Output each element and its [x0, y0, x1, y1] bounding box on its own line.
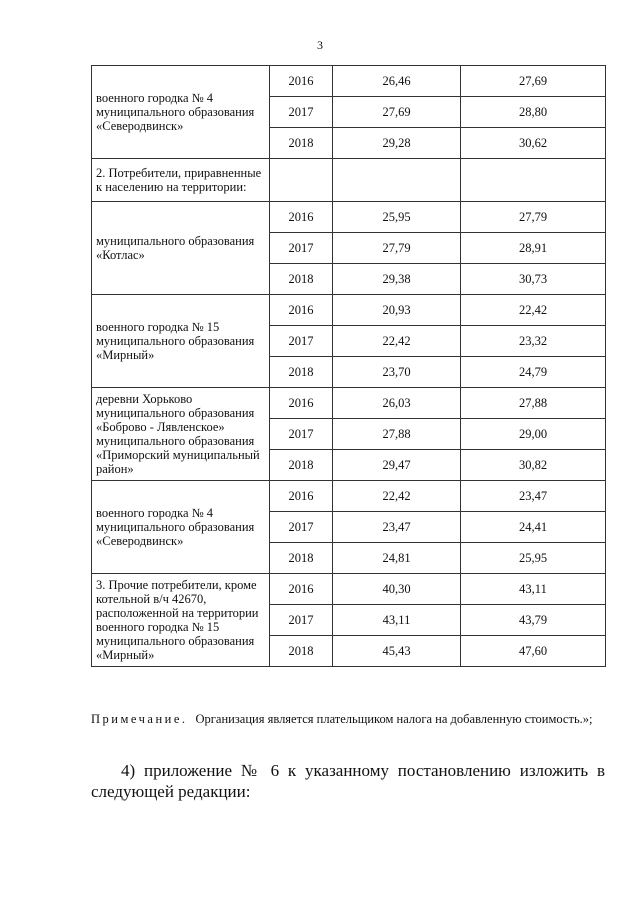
- year-cell: 2016: [270, 202, 333, 233]
- value-2-cell: 23,47: [333, 512, 461, 543]
- note-label: Примечание.: [91, 712, 188, 726]
- year-cell: 2018: [270, 357, 333, 388]
- value-3-cell: 28,91: [461, 233, 606, 264]
- consumer-name: военного городка № 15 муниципального образования «Мирный»: [92, 295, 270, 388]
- value-3-cell: 30,82: [461, 450, 606, 481]
- value-2-cell: 27,69: [333, 97, 461, 128]
- table-row: [92, 159, 606, 202]
- value-2-cell: 40,30: [333, 574, 461, 605]
- value-2-cell: 26,46: [333, 66, 461, 97]
- value-2-cell: 22,42: [333, 326, 461, 357]
- value-2-cell: 24,81: [333, 543, 461, 574]
- table-row: [92, 202, 606, 233]
- table-row: [92, 574, 606, 605]
- year-cell: 2017: [270, 233, 333, 264]
- section-heading: 2. Потребители, приравненные к населению на территории:: [92, 159, 270, 202]
- value-3-cell: 43,79: [461, 605, 606, 636]
- year-cell: 2016: [270, 388, 333, 419]
- value-3-cell: 23,32: [461, 326, 606, 357]
- consumer-name: военного городка № 4 муниципального образования «Северодвинск»: [92, 481, 270, 574]
- note-text: Организация является плательщиком налога на добавленную стоимость.»;: [195, 712, 593, 726]
- value-2-cell: 23,70: [333, 357, 461, 388]
- value-2-cell: 29,28: [333, 128, 461, 159]
- year-cell: 2017: [270, 97, 333, 128]
- value-2-cell: 27,88: [333, 419, 461, 450]
- year-cell: 2018: [270, 543, 333, 574]
- year-cell: 2016: [270, 481, 333, 512]
- value-2-cell: 25,95: [333, 202, 461, 233]
- value-3-cell: 30,73: [461, 264, 606, 295]
- year-cell: 2016: [270, 295, 333, 326]
- tariff-table: [91, 65, 606, 667]
- table-row: [92, 481, 606, 512]
- value-2-cell: 43,11: [333, 605, 461, 636]
- table-row: [92, 388, 606, 419]
- value-2-cell: 45,43: [333, 636, 461, 667]
- value-3-cell: 27,79: [461, 202, 606, 233]
- value-3-cell: 47,60: [461, 636, 606, 667]
- value-3-cell: 27,69: [461, 66, 606, 97]
- year-cell: 2018: [270, 128, 333, 159]
- year-cell: 2016: [270, 66, 333, 97]
- year-cell: 2016: [270, 574, 333, 605]
- note: [91, 712, 605, 727]
- value-3-cell: 25,95: [461, 543, 606, 574]
- page-number: 3: [317, 38, 323, 52]
- consumer-name: 3. Прочие потребители, кроме котельной в/ч 42670, расположенной на территории военного городка № 15 муниципального образования «Мирный»: [92, 574, 270, 667]
- year-cell: 2017: [270, 326, 333, 357]
- value-3-cell: 23,47: [461, 481, 606, 512]
- amendment-paragraph: 4) приложение № 6 к указанному постановлению изложить в следующей редакции:: [91, 761, 605, 801]
- value-2-cell: 26,03: [333, 388, 461, 419]
- table-row: [92, 66, 606, 97]
- year-cell: 2017: [270, 605, 333, 636]
- value-3-cell: 30,62: [461, 128, 606, 159]
- value-3-cell: 29,00: [461, 419, 606, 450]
- value-2-cell: 29,38: [333, 264, 461, 295]
- year-cell: 2018: [270, 450, 333, 481]
- empty-cell: [461, 159, 606, 202]
- value-3-cell: 24,41: [461, 512, 606, 543]
- value-3-cell: 43,11: [461, 574, 606, 605]
- value-2-cell: 22,42: [333, 481, 461, 512]
- year-cell: 2017: [270, 419, 333, 450]
- empty-cell: [333, 159, 461, 202]
- year-cell: 2017: [270, 512, 333, 543]
- year-cell: 2018: [270, 264, 333, 295]
- value-2-cell: 20,93: [333, 295, 461, 326]
- year-cell: 2018: [270, 636, 333, 667]
- table-row: [92, 295, 606, 326]
- value-2-cell: 29,47: [333, 450, 461, 481]
- consumer-name: муниципального образования «Котлас»: [92, 202, 270, 295]
- consumer-name: военного городка № 4 муниципального образования «Северодвинск»: [92, 66, 270, 159]
- value-2-cell: 27,79: [333, 233, 461, 264]
- value-3-cell: 27,88: [461, 388, 606, 419]
- value-3-cell: 22,42: [461, 295, 606, 326]
- value-3-cell: 28,80: [461, 97, 606, 128]
- empty-cell: [270, 159, 333, 202]
- value-3-cell: 24,79: [461, 357, 606, 388]
- consumer-name: деревни Хорьково муниципального образования «Боброво - Лявленское» муниципального образования «Приморский муниципальный район»: [92, 388, 270, 481]
